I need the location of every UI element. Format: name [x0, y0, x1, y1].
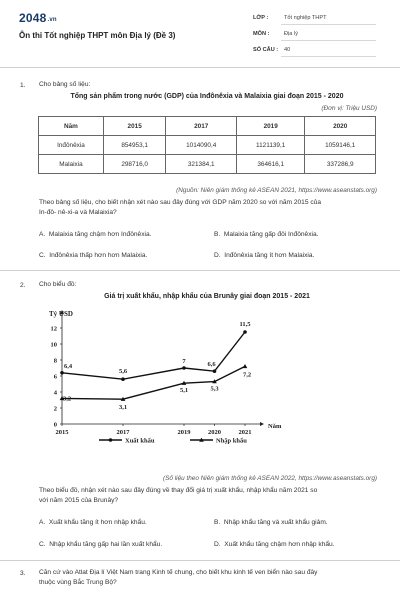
data-label: 7,2	[242, 371, 252, 379]
q2-chart-title: Giá trị xuất khẩu, nhập khẩu của Brunây giai đoạn 2015 - 2021	[104, 293, 310, 300]
trade-line-chart	[0, 300, 400, 458]
question-divider	[0, 270, 400, 271]
meta-class-value: Tốt nghiệp THPT	[284, 15, 327, 21]
table-cell: 854953,1	[103, 136, 166, 155]
site-logo[interactable]: 2048.vn	[19, 11, 57, 25]
x-axis-label: Năm	[268, 423, 282, 430]
table-cell: 337286,9	[305, 155, 376, 174]
data-label: 6,4	[64, 362, 73, 370]
data-point-export	[182, 366, 186, 370]
q1-number: 1.	[20, 82, 26, 89]
table-row	[39, 136, 376, 155]
meta-count-value: 40	[284, 47, 291, 53]
table-header-cell: Năm	[39, 117, 104, 136]
y-tick-label: 10	[50, 341, 57, 349]
table-cell: 364616,1	[236, 155, 304, 174]
q1-question-line1: Theo bảng số liệu, cho biết nhận xét nào sau đây đúng với GDP năm 2020 so với năm 2015 của	[39, 199, 321, 206]
x-tick-label: 2017	[116, 429, 130, 436]
q2-number: 2.	[20, 282, 26, 289]
x-tick-label: 2019	[177, 429, 191, 436]
question-divider	[0, 560, 400, 561]
q1-answer-d[interactable]: D. Inđônêxia tăng ít hơn Malaixia.	[214, 252, 315, 259]
q2-source: (Số liệu theo Niên giám thống kê ASEAN 2022, https://www.aseanstats.org)	[163, 475, 377, 482]
data-label: 11,5	[239, 321, 251, 328]
exam-title: Ôn thi Tốt nghiệp THPT môn Địa lý (Đề 3)	[19, 31, 176, 40]
header-divider	[0, 67, 400, 68]
q1-answer-c[interactable]: C. Inđônêxia thấp hơn hơn Malaixia.	[39, 252, 148, 259]
data-point-export	[213, 369, 217, 373]
y-tick-label: 12	[50, 325, 57, 333]
legend-marker-export	[109, 438, 113, 442]
table-cell: 321384,1	[166, 155, 237, 174]
table-row	[39, 155, 376, 174]
data-label: 3,1	[118, 404, 128, 412]
data-point-export	[121, 377, 125, 381]
q2-answer-d[interactable]: D. Xuất khẩu tăng chậm hơn nhập khẩu.	[214, 541, 335, 548]
meta-subject-label: MÔN :	[253, 31, 270, 37]
legend-label-import: Nhập khẩu	[216, 437, 247, 445]
q1-answer-a[interactable]: A. Malaixia tăng chậm hơn Inđônêxia.	[39, 231, 152, 238]
y-tick-label: 8	[53, 357, 57, 365]
table-cell: 1121139,1	[236, 136, 304, 155]
q1-prompt: Cho bảng số liệu:	[39, 81, 91, 88]
q3-line2: thuộc vùng Bắc Trung Bộ?	[39, 579, 117, 586]
q1-answer-b[interactable]: B. Malaixia tăng gấp đôi Inđônêxia.	[214, 231, 319, 238]
table-header-cell: 2017	[166, 117, 237, 136]
q2-answer-c[interactable]: C. Nhập khẩu tăng gấp hai lần xuất khẩu.	[39, 541, 163, 548]
q1-source: (Nguồn: Niên giám thống kê ASEAN 2021, https://www.aseanstats.org)	[176, 187, 377, 194]
q1-unit: (Đơn vị: Triệu USD)	[321, 105, 377, 112]
q2-answer-a[interactable]: A. Xuất khẩu tăng ít hơn nhập khẩu.	[39, 519, 147, 526]
q3-line1: Căn cứ vào Atlat Địa lí Việt Nam trang Kinh tế chung, cho biết khu kinh tế ven biển nào sau đây	[39, 569, 318, 576]
table-cell: Malaixia	[39, 155, 104, 174]
meta-divider	[281, 56, 376, 57]
y-axis-label: Tỷ USD	[49, 310, 73, 318]
data-label: 7	[182, 358, 186, 365]
q2-prompt: Cho biểu đồ:	[39, 281, 77, 288]
y-tick-label: 4	[53, 389, 57, 397]
q2-question-line2: với năm 2015 của Brunây?	[39, 497, 119, 504]
data-point-export	[243, 330, 247, 334]
q2-answer-b[interactable]: B. Nhập khẩu tăng và xuất khẩu giảm.	[214, 519, 328, 526]
table-cell: 1014090,4	[166, 136, 237, 155]
x-tick-label: 2020	[208, 429, 221, 436]
meta-class-label: LỚP :	[253, 15, 269, 21]
table-cell: 298716,0	[103, 155, 166, 174]
series-line-export	[62, 332, 245, 379]
meta-count-label: SỐ CÂU :	[253, 47, 279, 53]
meta-subject-value: Địa lý	[284, 31, 298, 37]
x-tick-label: 2021	[238, 429, 252, 436]
q3-number: 3.	[20, 570, 26, 577]
y-tick-label: 0	[53, 421, 57, 429]
gdp-table	[38, 116, 376, 174]
data-label: 5,6	[118, 368, 128, 376]
q1-question-line2: In-đô- nê-xi-a và Malaixia?	[39, 209, 117, 216]
table-header-row	[39, 117, 376, 136]
data-label: 5,1	[179, 387, 189, 395]
meta-divider	[281, 24, 376, 25]
x-tick-label: 2015	[55, 429, 69, 436]
table-header-cell: 2020	[305, 117, 376, 136]
table-header-cell: 2019	[236, 117, 304, 136]
q1-table-title: Tổng sản phẩm trong nước (GDP) của Inđônêxia và Malaixia giai đoạn 2015 - 2020	[70, 93, 344, 100]
q2-question-line1: Theo biểu đồ, nhận xét nào sau đây đúng về thay đổi giá trị xuất khẩu, nhập khẩu năm 2021 so	[39, 487, 318, 494]
legend-label-export: Xuất khẩu	[125, 437, 155, 445]
table-cell: Inđônêxia	[39, 136, 104, 155]
table-header-cell: 2015	[103, 117, 166, 136]
y-tick-label: 2	[53, 405, 57, 413]
data-label: 3,2	[63, 395, 72, 403]
data-label: 6,6	[207, 361, 216, 369]
data-label: 5,3	[210, 385, 219, 393]
table-cell: 1059146,1	[305, 136, 376, 155]
series-line-import	[62, 366, 245, 399]
data-point-export	[60, 371, 64, 375]
y-tick-label: 6	[53, 373, 57, 381]
data-point-import	[243, 364, 248, 368]
meta-divider	[281, 40, 376, 41]
